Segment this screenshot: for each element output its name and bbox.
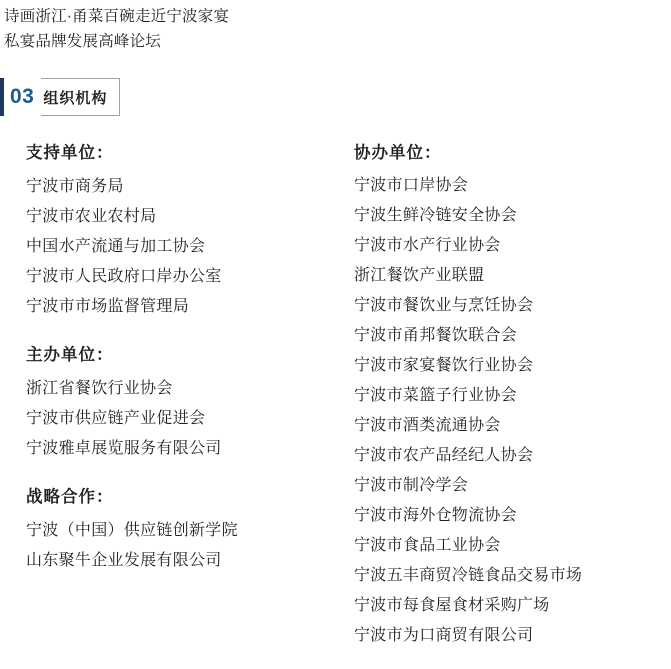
- list-item: 宁波市农产品经纪人协会: [354, 447, 534, 464]
- header-title-line-2: 私宴品牌发展高峰论坛: [4, 33, 162, 50]
- organization-columns: [0, 138, 671, 669]
- list-item: 浙江省餐饮行业协会: [26, 380, 173, 397]
- section-header: [0, 78, 120, 116]
- list-item: 宁波市口岸协会: [354, 177, 469, 194]
- group-title: 主办单位：: [26, 346, 114, 364]
- list-item: 宁波市餐饮业与烹饪协会: [354, 297, 534, 314]
- group-organizing-units: [26, 340, 330, 464]
- right-column: [330, 138, 671, 669]
- group-title: 协办单位：: [354, 144, 442, 162]
- document-header: [0, 0, 671, 54]
- group-co-organizing-units: [354, 138, 671, 651]
- section-number: 03: [10, 85, 35, 108]
- list-item: 宁波市每食屋食材采购广场: [354, 597, 550, 614]
- group-title: 支持单位：: [26, 144, 114, 162]
- list-item: 宁波生鲜冷链安全协会: [354, 207, 518, 224]
- list-item: 宁波雅卓展览服务有限公司: [26, 440, 222, 457]
- list-item: 宁波市商务局: [26, 178, 124, 195]
- list-item: 宁波市市场监督管理局: [26, 298, 190, 315]
- list-item: 宁波市人民政府口岸办公室: [26, 268, 222, 285]
- list-item: 宁波市水产行业协会: [354, 237, 501, 254]
- list-item: 宁波市食品工业协会: [354, 537, 501, 554]
- section-title: 组织机构: [41, 78, 120, 116]
- list-item: 宁波（中国）供应链创新学院: [26, 522, 238, 539]
- list-item: 宁波市供应链产业促进会: [26, 410, 206, 427]
- group-supporting-units: [26, 138, 330, 322]
- group-title: 战略合作：: [26, 488, 114, 506]
- list-item: 宁波市农业农村局: [26, 208, 157, 225]
- list-item: 宁波市制冷学会: [354, 477, 469, 494]
- list-item: 宁波市为口商贸有限公司: [354, 627, 534, 644]
- list-item: 山东聚牛企业发展有限公司: [26, 552, 222, 569]
- list-item: 宁波市菜篮子行业协会: [354, 387, 518, 404]
- list-item: 宁波五丰商贸冷链食品交易市场: [354, 567, 583, 584]
- list-item: 中国水产流通与加工协会: [26, 238, 206, 255]
- header-title-line-1: 诗画浙江·甬菜百碗走近宁波家宴: [4, 8, 230, 25]
- list-item: 宁波市海外仓物流协会: [354, 507, 518, 524]
- group-strategic-cooperation: [26, 482, 330, 576]
- left-column: [0, 138, 330, 669]
- list-item: 宁波市家宴餐饮行业协会: [354, 357, 534, 374]
- list-item: 浙江餐饮产业联盟: [354, 267, 485, 284]
- list-item: 宁波市甬邦餐饮联合会: [354, 327, 518, 344]
- list-item: 宁波市酒类流通协会: [354, 417, 501, 434]
